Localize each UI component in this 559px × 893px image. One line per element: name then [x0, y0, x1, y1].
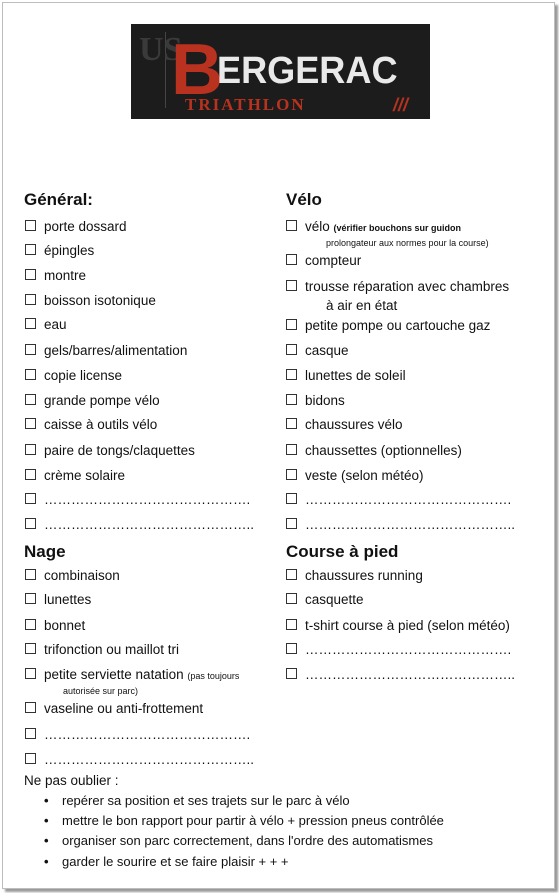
- reminder-title: Ne pas oublier :: [24, 773, 119, 788]
- checkbox[interactable]: [25, 753, 36, 764]
- checkbox[interactable]: [286, 254, 297, 265]
- velo-item-line2: à air en état: [326, 298, 398, 313]
- checkbox[interactable]: [286, 280, 297, 291]
- velo-item-label: vélo: [305, 219, 330, 234]
- checkbox[interactable]: [25, 220, 36, 231]
- checkbox[interactable]: [25, 244, 36, 255]
- checkbox[interactable]: [25, 518, 36, 529]
- checkbox[interactable]: [25, 728, 36, 739]
- checkbox[interactable]: [25, 294, 36, 305]
- checkbox[interactable]: [25, 493, 36, 504]
- checkbox[interactable]: [286, 518, 297, 529]
- logo-b: B: [171, 30, 221, 110]
- velo-item-note: (vérifier bouchons sur guidon: [333, 223, 462, 233]
- logo-slashes: ///: [393, 95, 409, 115]
- checkbox[interactable]: [25, 469, 36, 480]
- checkbox[interactable]: [25, 394, 36, 405]
- checkbox[interactable]: [286, 418, 297, 429]
- checkbox[interactable]: [25, 418, 36, 429]
- checkbox[interactable]: [25, 619, 36, 630]
- checkbox[interactable]: [286, 394, 297, 405]
- velo-item-note-line2: prolongateur aux normes pour la course): [326, 238, 489, 248]
- checkbox[interactable]: [25, 569, 36, 580]
- nage-heading: Nage: [24, 542, 66, 561]
- checkbox[interactable]: [286, 569, 297, 580]
- checkbox[interactable]: [286, 319, 297, 330]
- checkbox[interactable]: [25, 269, 36, 280]
- checkbox[interactable]: [25, 668, 36, 679]
- checkbox[interactable]: [25, 593, 36, 604]
- checkbox[interactable]: [286, 344, 297, 355]
- velo-heading: Vélo: [286, 190, 322, 209]
- checkbox[interactable]: [286, 369, 297, 380]
- checkbox[interactable]: [286, 444, 297, 455]
- checkbox[interactable]: [25, 444, 36, 455]
- nage-item-note-line2: autorisée sur parc): [63, 686, 139, 696]
- nage-item-note: (pas toujours: [187, 671, 240, 681]
- checkbox[interactable]: [25, 702, 36, 713]
- general-heading: Général:: [24, 190, 93, 209]
- checkbox[interactable]: [286, 469, 297, 480]
- logo-triathlon: TRIATHLON: [185, 95, 306, 114]
- checkbox[interactable]: [286, 220, 297, 231]
- checkbox[interactable]: [286, 593, 297, 604]
- checkbox[interactable]: [286, 668, 297, 679]
- nage-item-label: petite serviette natation: [44, 667, 184, 682]
- checkbox[interactable]: [286, 619, 297, 630]
- checkbox[interactable]: [286, 493, 297, 504]
- checkbox[interactable]: [25, 369, 36, 380]
- checkbox[interactable]: [25, 344, 36, 355]
- logo-word: ERGERAC: [217, 50, 398, 92]
- checkbox[interactable]: [25, 318, 36, 329]
- checkbox[interactable]: [25, 643, 36, 654]
- club-logo: [131, 24, 430, 119]
- logo-us: US: [139, 32, 166, 108]
- course-heading: Course à pied: [286, 542, 399, 561]
- checkbox[interactable]: [286, 643, 297, 654]
